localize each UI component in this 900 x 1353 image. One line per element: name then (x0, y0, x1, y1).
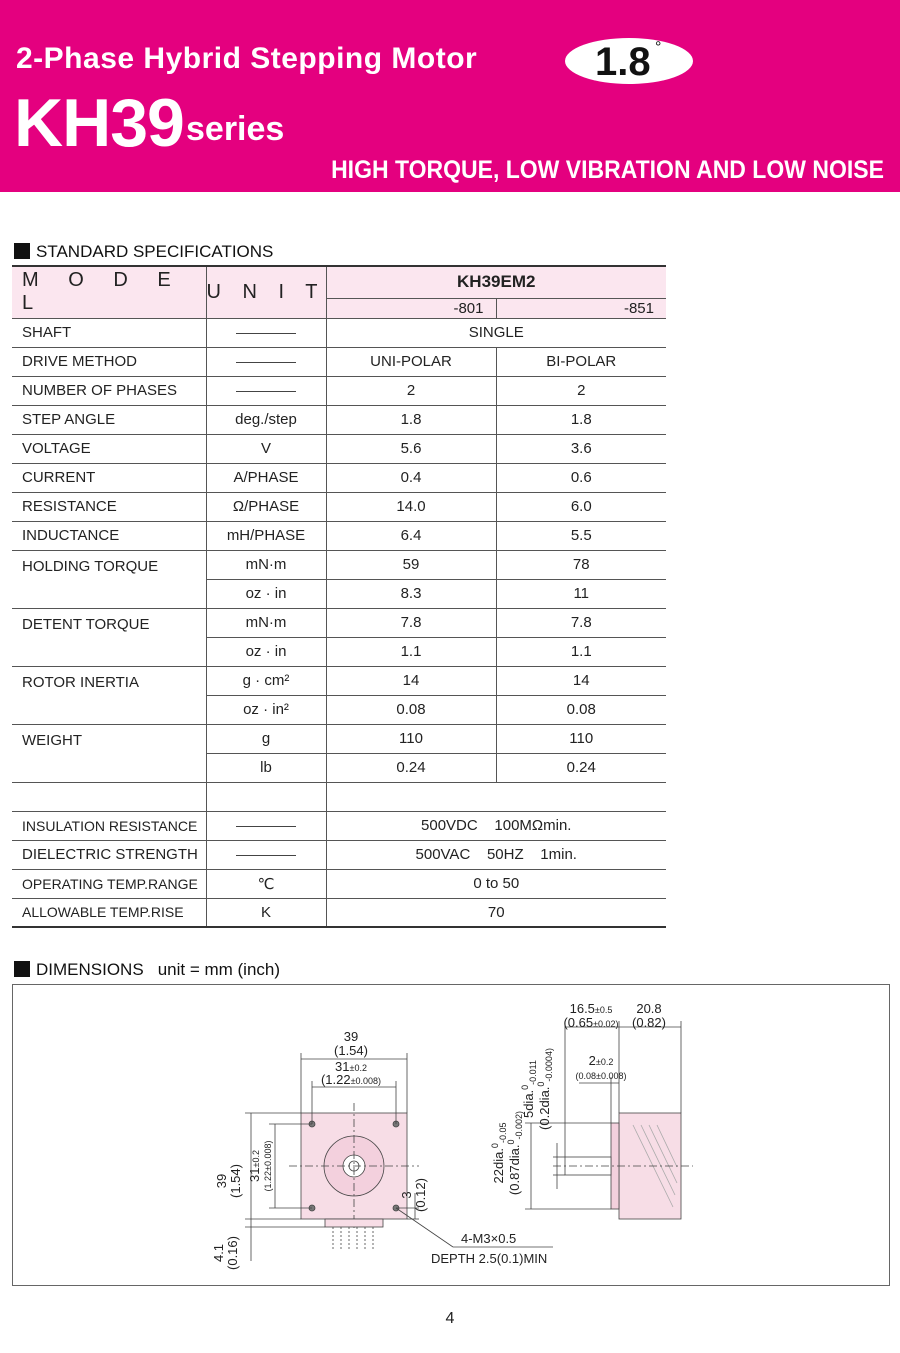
pilot-dia: 22dia.$^0_{-0.05}$ (490, 1122, 508, 1184)
pilot-dia-in: (0.87dia.$^0_{-0.002)}$ (506, 1110, 524, 1196)
front-width-mm: 39 (343, 1029, 359, 1044)
table-row: STEP ANGLE deg./step 1.8 1.8 (12, 405, 666, 434)
table-row: NUMBER OF PHASES 2 2 (12, 376, 666, 405)
table-header-row (12, 266, 666, 298)
table-row: DETENT TORQUE mN·m 7.8 7.8 (12, 608, 666, 637)
shaft-len-in: (0.65±0.02) (563, 1015, 619, 1030)
model-header: M O D E L (12, 266, 206, 318)
table-row: WEIGHT g 110 110 (12, 724, 666, 753)
corner-in: (0.12) (413, 1178, 428, 1212)
shoulder-mm: 2±0.2 (588, 1053, 614, 1068)
table-row: lb 0.24 0.24 (12, 753, 666, 782)
shaft-dia: 5dia.$^0_{-0.011}$ (520, 1059, 538, 1119)
lead-mm: 4.1 (211, 1243, 226, 1263)
table-row: oz · in² 0.08 0.08 (12, 695, 666, 724)
dash-mark (236, 855, 296, 856)
front-pitch-mm: 31±0.2 (335, 1059, 367, 1074)
table-row: OPERATING TEMP.RANGE ℃ 0 to 50 (12, 869, 666, 898)
specs-section-title: STANDARD SPECIFICATIONS (14, 242, 273, 262)
screw-depth: DEPTH 2.5(0.1)MIN (431, 1251, 548, 1266)
screw-spec: 4-M3×0.5 (461, 1231, 517, 1246)
front-vpitch-in: (1.22±0.008) (263, 1140, 273, 1192)
body-len-in: (0.82) (632, 1015, 666, 1030)
dash-mark (236, 826, 296, 827)
table-row: oz · in 1.1 1.1 (12, 637, 666, 666)
dash-mark (236, 391, 296, 392)
front-width-in: (1.54) (334, 1043, 368, 1058)
square-bullet-icon (14, 243, 30, 259)
table-row: DIELECTRIC STRENGTH 500VAC 50HZ 1min. (12, 840, 666, 869)
step-angle-badge (565, 38, 693, 84)
table-row: SHAFT SINGLE (12, 318, 666, 347)
table-row: ALLOWABLE TEMP.RISE K 70 (12, 898, 666, 927)
body-len-mm: 20.8 (636, 1001, 662, 1016)
model-title: KH39 (14, 85, 184, 161)
spec-table (12, 265, 666, 928)
series-label: series (186, 110, 285, 148)
unit-header: U N I T (206, 266, 326, 318)
front-height-in: (1.54) (228, 1164, 243, 1198)
table-row: oz · in 8.3 11 (12, 579, 666, 608)
table-row: INDUCTANCE mH/PHASE 6.4 5.5 (12, 521, 666, 550)
table-row: VOLTAGE V 5.6 3.6 (12, 434, 666, 463)
dimensions-drawing (12, 984, 890, 1286)
table-row: INSULATION RESISTANCE 500VDC 100MΩmin. (12, 811, 666, 840)
dimension-drawing-svg (13, 985, 889, 1285)
shoulder-in: (0.08±0.008) (575, 1071, 627, 1081)
dash-mark (236, 362, 296, 363)
table-row: DRIVE METHOD UNI-POLAR BI-POLAR (12, 347, 666, 376)
connector-block (325, 1219, 383, 1227)
table-row-empty (12, 782, 666, 811)
corner-mm: 3 (399, 1191, 414, 1199)
front-pitch-in: (1.22±0.008) (320, 1072, 382, 1087)
model-name: KH39EM2 (326, 266, 666, 298)
front-height-mm: 39 (214, 1173, 229, 1189)
front-vpitch-mm: 31±0.2 (247, 1150, 262, 1182)
page-number: 4 (445, 1310, 455, 1327)
dimensions-section-title: DIMENSIONS unit = mm (inch) (14, 960, 280, 980)
table-row: CURRENT A/PHASE 0.4 0.6 (12, 463, 666, 492)
screw-leader-line (396, 1208, 453, 1247)
square-bullet-icon (14, 961, 30, 977)
product-subtitle: 2-Phase Hybrid Stepping Motor (16, 42, 478, 75)
table-row: ROTOR INERTIA g · cm² 14 14 (12, 666, 666, 695)
header-banner (0, 0, 900, 192)
step-angle-unit: ° (655, 39, 662, 56)
shaft-len-mm: 16.5±0.5 (569, 1001, 613, 1016)
lead-in: (0.16) (225, 1236, 240, 1270)
dash-mark (236, 333, 296, 334)
unit-note: unit = mm (inch) (157, 960, 281, 979)
step-angle-value: 1.8 (595, 40, 651, 84)
table-row: HOLDING TORQUE mN·m 59 78 (12, 550, 666, 579)
variant-851: -851 (496, 298, 666, 318)
table-row: RESISTANCE Ω/PHASE 14.0 6.0 (12, 492, 666, 521)
shaft-dia-in: (0.2dia.$^0_{-0.0004)}$ (536, 1048, 554, 1130)
variant-801: -801 (326, 298, 496, 318)
tagline: HIGH TORQUE, LOW VIBRATION AND LOW NOISE (331, 156, 884, 184)
